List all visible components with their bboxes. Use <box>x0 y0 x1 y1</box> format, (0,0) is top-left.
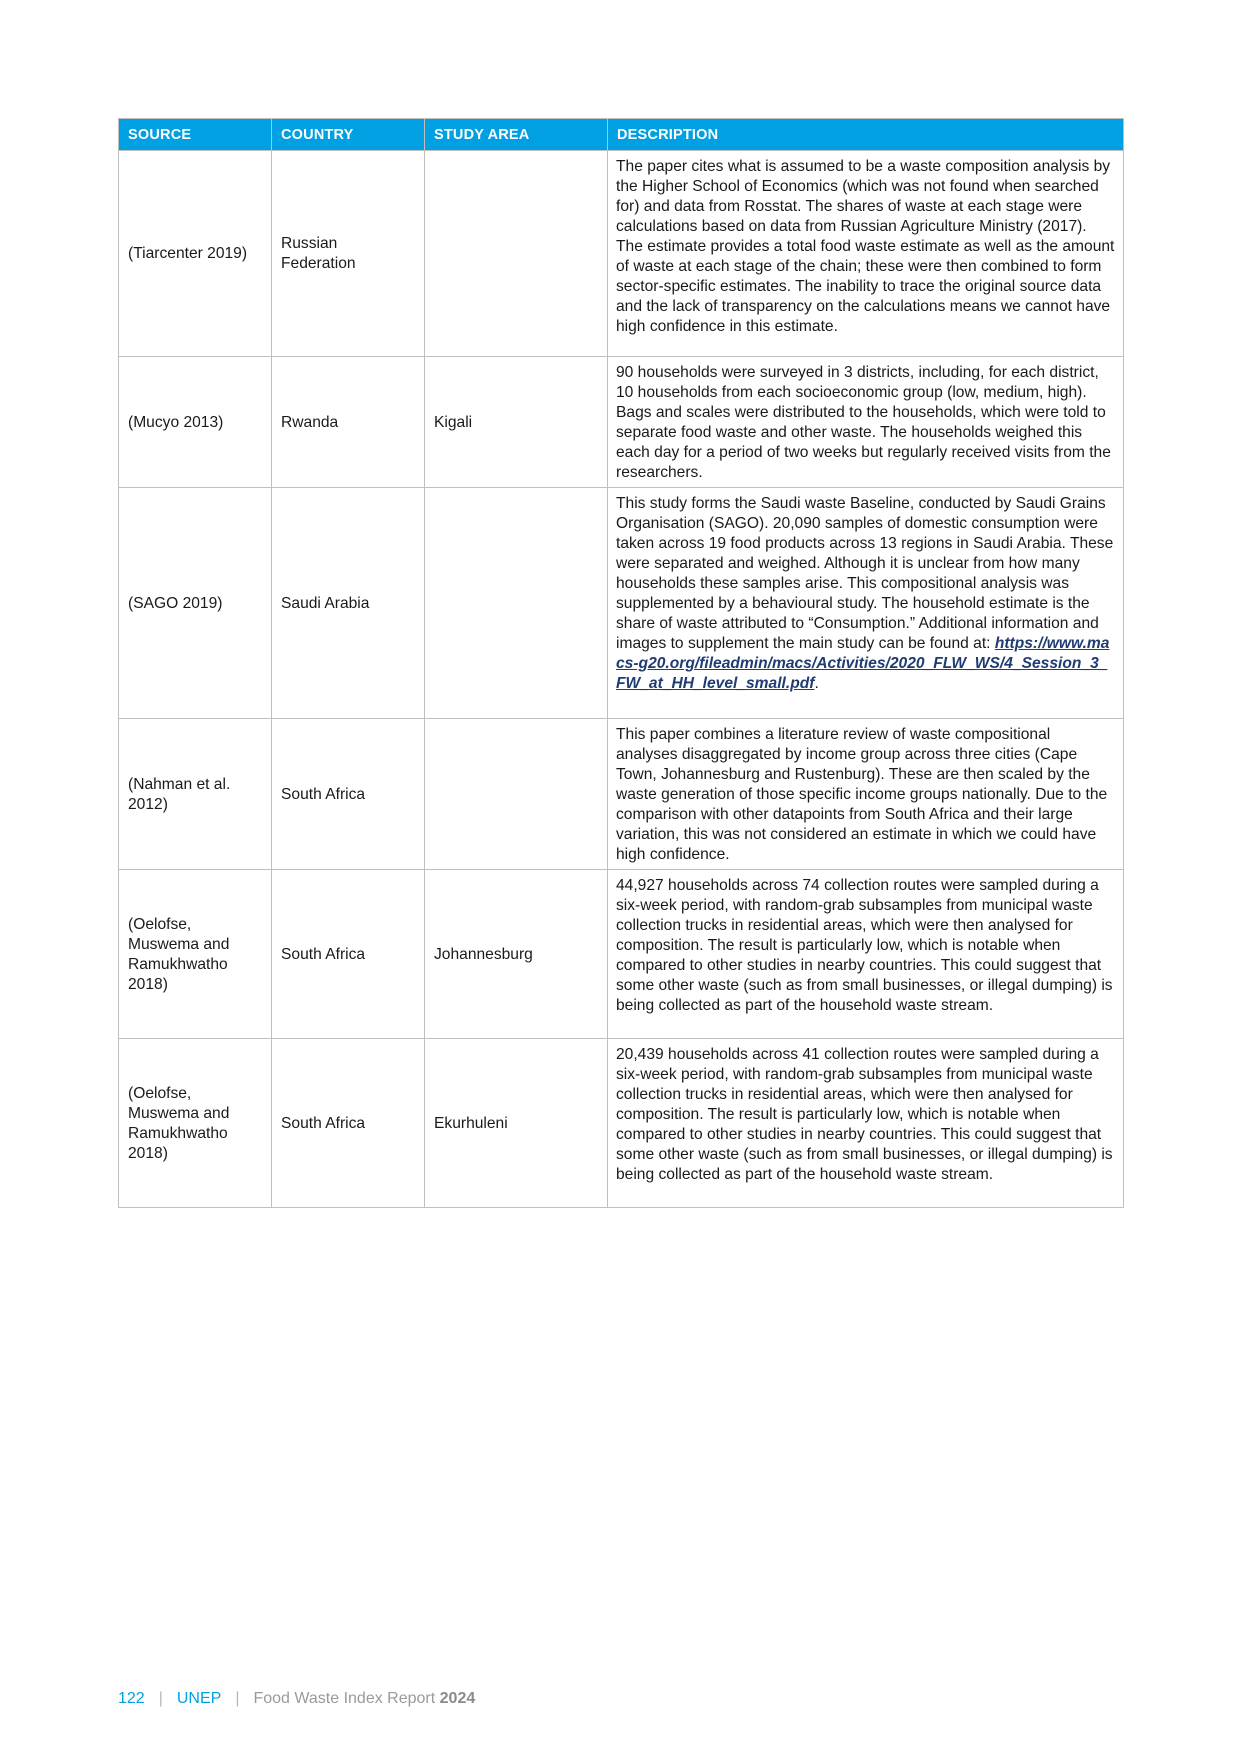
cell-description: 20,439 households across 41 collection routes were sampled during a six-week period, with random-grab subsamples from municipal waste collection trucks in residential areas, which were then analysed for composition. The result is particularly low, which is notable when compared to other studies in nearby countries. This could suggest that some other waste (such as from small businesses, or illegal dumping) is being collected as part of the household waste stream. <box>608 1039 1124 1208</box>
cell-source: (Mucyo 2013) <box>119 357 272 488</box>
data-table-container <box>118 118 1123 1208</box>
table-row <box>119 488 1124 719</box>
table-row <box>119 1039 1124 1208</box>
cell-study-area <box>425 151 608 357</box>
table-row <box>119 151 1124 357</box>
page-footer <box>118 1690 475 1708</box>
cell-source: (Nahman et al. 2012) <box>119 719 272 870</box>
description-text: This study forms the Saudi waste Baseline, conducted by Saudi Grains Organisation (SAGO). 20,090 samples of domestic consumption were taken across 19 food products across 13 regions in Saudi Arabia. These were separated and weighed. Although it is unclear from how many households these samples arise. This compositional analysis was supplemented by a behavioural study. The household estimate is the share of waste attributed to “Consumption.” Additional information and images to supplement the main study can be found at: <box>616 495 1114 652</box>
cell-source: (SAGO 2019) <box>119 488 272 719</box>
footer-year: 2024 <box>439 1690 476 1707</box>
cell-study-area: Kigali <box>425 357 608 488</box>
description-end: . <box>814 675 819 692</box>
cell-study-area: Johannesburg <box>425 870 608 1039</box>
cell-country: Russian Federation <box>272 151 425 357</box>
table-header-row <box>119 119 1124 151</box>
footer-separator: | <box>158 1690 163 1707</box>
cell-study-area <box>425 488 608 719</box>
header-description: DESCRIPTION <box>608 119 1124 151</box>
cell-country: South Africa <box>272 870 425 1039</box>
table-row <box>119 719 1124 870</box>
cell-country: Saudi Arabia <box>272 488 425 719</box>
table-row <box>119 870 1124 1039</box>
page-number: 122 <box>118 1690 145 1707</box>
footer-report-title: Food Waste Index Report <box>253 1690 436 1707</box>
cell-country: South Africa <box>272 719 425 870</box>
cell-description: 90 households were surveyed in 3 districts, including, for each district, 10 households from each socioeconomic group (low, medium, high). Bags and scales were distributed to the households, which were told to separate food waste and other waste. The households weighed this each day for a period of two weeks but regularly received visits from the researchers. <box>608 357 1124 488</box>
footer-org: UNEP <box>176 1690 222 1707</box>
cell-description: The paper cites what is assumed to be a waste composition analysis by the Higher School of Economics (which was not found when searched for) and data from Rosstat. The shares of waste at each stage were calculations based on data from Russian Agriculture Ministry (2017). The estimate provides a total food waste estimate as well as the amount of waste at each stage of the chain; these were then combined to form sector-specific estimates. The inability to trace the original source data and the lack of transparency on the calculations means we cannot have high confidence in this estimate. <box>608 151 1124 357</box>
table-row <box>119 357 1124 488</box>
cell-description: 44,927 households across 74 collection routes were sampled during a six-week period, with random-grab subsamples from municipal waste collection trucks in residential areas, which were then analysed for composition. The result is particularly low, which is notable when compared to other studies in nearby countries. This could suggest that some other waste (such as from small businesses, or illegal dumping) is being collected as part of the household waste stream. <box>608 870 1124 1039</box>
cell-description: This paper combines a literature review of waste compositional analyses disaggregated by income group across three cities (Cape Town, Johannesburg and Rustenburg). These are then scaled by the waste generation of those specific income groups nationally. Due to the comparison with other datapoints from South Africa and their large variation, this was not considered an estimate in which we could have high confidence. <box>608 719 1124 870</box>
cell-description <box>608 488 1124 719</box>
source-table <box>118 118 1124 1208</box>
cell-country: South Africa <box>272 1039 425 1208</box>
cell-source: (Oelofse, Muswema and Ramukhwatho 2018) <box>119 870 272 1039</box>
cell-study-area <box>425 719 608 870</box>
header-country: COUNTRY <box>272 119 425 151</box>
header-study-area: STUDY AREA <box>425 119 608 151</box>
cell-study-area: Ekurhuleni <box>425 1039 608 1208</box>
cell-country: Rwanda <box>272 357 425 488</box>
header-source: SOURCE <box>119 119 272 151</box>
cell-source: (Oelofse, Muswema and Ramukhwatho 2018) <box>119 1039 272 1208</box>
footer-separator: | <box>235 1690 240 1707</box>
cell-source: (Tiarcenter 2019) <box>119 151 272 357</box>
study-link[interactable]: https://www.macs-g20.org/fileadmin/macs/Activities/2020_FLW_WS/4_Session_3_FW_at_HH_level_small.pdf <box>616 635 1110 692</box>
